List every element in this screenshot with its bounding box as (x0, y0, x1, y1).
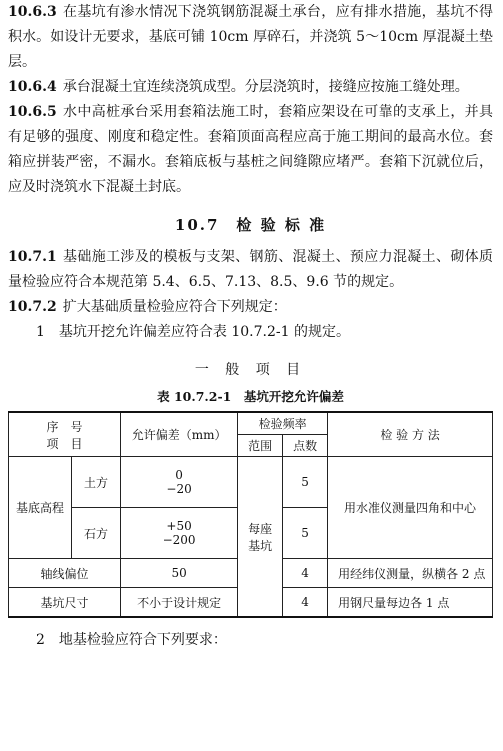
row-count: 4 (283, 588, 328, 618)
header-item-label: 项 目 (46, 436, 83, 451)
range-line: 基坑 (248, 538, 273, 553)
row-count: 5 (283, 457, 328, 508)
row-subitem: 石方 (72, 508, 121, 559)
clause-number: 10.6.4 (8, 79, 57, 95)
clause-number: 10.6.3 (8, 4, 57, 20)
clause-10-7-1 (8, 245, 493, 295)
tolerance-lower: −200 (162, 533, 196, 547)
tolerance-upper: +50 (166, 519, 192, 533)
clause-text: 基础施工涉及的模板与支架、钢筋、混凝土、预应力混凝土、砌体质量检验应符合本规范第 5.4、6.5、7.13、8.5、9.6 节的规定。 (8, 249, 493, 290)
clause-10-7-2 (8, 295, 493, 320)
tolerance-upper: 0 (175, 468, 183, 482)
table-header-row (9, 412, 493, 435)
row-count: 5 (283, 508, 328, 559)
clause-text: 扩大基础质量检验应符合下列规定： (62, 299, 287, 315)
row-method: 用经纬仪测量，纵横各 2 点 (328, 559, 493, 588)
row-count: 4 (283, 559, 328, 588)
table-row (9, 457, 493, 508)
row-subitem: 土方 (72, 457, 121, 508)
tolerance-table (8, 411, 493, 618)
row-tolerance: 不小于设计规定 (121, 588, 238, 618)
clause-number: 10.7.1 (8, 249, 57, 265)
clause-text: 水中高桩承台采用套箱法施工时，套箱应架设在可靠的支承上，并具有足够的强度、刚度和稳定性。套箱顶面高程应高于施工期间的最高水位。套箱应拼装严密，不漏水。套箱底板与基桩之间缝隙应堵严。套箱下沉就位后，应及时浇筑水下混凝土封底。 (8, 104, 493, 195)
clause-10-6-3 (8, 0, 493, 75)
row-tolerance (121, 508, 238, 559)
header-seq-label: 序 号 (46, 419, 83, 434)
header-range: 范围 (238, 435, 283, 457)
table-caption: 表 10.7.2-1 基坑开挖允许偏差 (157, 389, 344, 404)
header-tolerance: 允许偏差（mm） (121, 412, 238, 457)
clause-text: 承台混凝土宜连续浇筑成型。分层浇筑时，接缝应按施工缝处理。 (62, 79, 469, 95)
general-items-heading: 一 般 项 目 (194, 362, 307, 378)
row-method: 用钢尺量每边各 1 点 (328, 588, 493, 618)
range-line: 每座 (248, 521, 273, 536)
header-frequency: 检验频率 (238, 412, 328, 435)
header-count: 点数 (283, 435, 328, 457)
clause-10-6-5 (8, 100, 493, 200)
row-item: 基坑尺寸 (9, 588, 121, 618)
header-item-cell (9, 412, 121, 457)
row-tolerance (121, 457, 238, 508)
section-title: 10.7 检 验 标 准 (174, 216, 327, 234)
list-item-2: 2 地基检验应符合下列要求： (36, 632, 227, 648)
clause-text: 在基坑有渗水情况下浇筑钢筋混凝土承台，应有排水措施，基坑不得积水。如设计无要求，基底可铺 10cm 厚碎石，并浇筑 5～10cm 厚混凝土垫层。 (8, 4, 493, 70)
header-method: 检 验 方 法 (328, 412, 493, 457)
row-item: 轴线偏位 (9, 559, 121, 588)
row-item: 基底高程 (9, 457, 72, 559)
row-tolerance: 50 (121, 559, 238, 588)
row-method: 用水准仪测量四角和中心 (328, 457, 493, 559)
list-item-1: 1 基坑开挖允许偏差应符合表 10.7.2-1 的规定。 (36, 324, 350, 340)
tolerance-lower: −20 (166, 482, 192, 496)
clause-number: 10.7.2 (8, 299, 57, 315)
clause-number: 10.6.5 (8, 104, 57, 120)
row-range (238, 457, 283, 618)
clause-10-6-4 (8, 75, 493, 100)
